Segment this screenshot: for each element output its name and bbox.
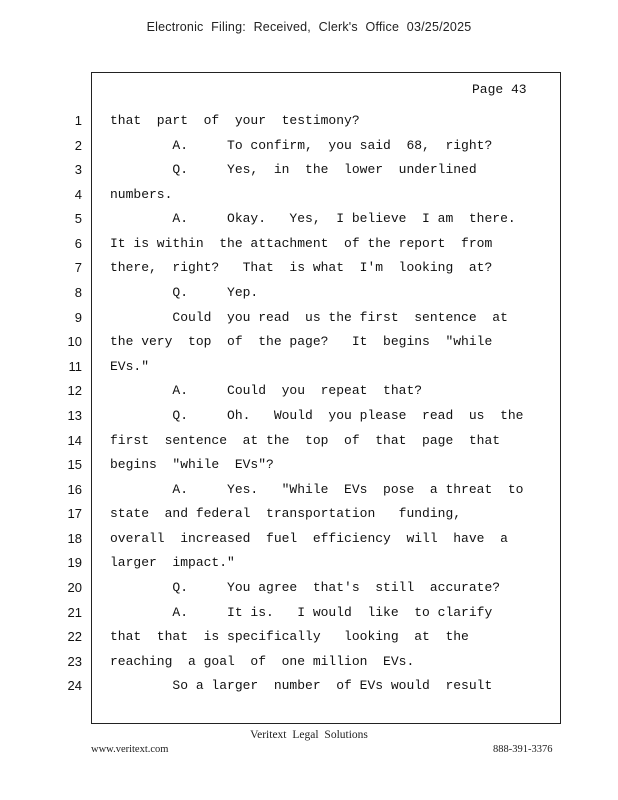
line-number: 14 — [67, 433, 82, 448]
transcript-line: A. Yes. "While EVs pose a threat to — [110, 482, 524, 497]
line-number: 24 — [67, 678, 82, 693]
line-number: 15 — [67, 457, 82, 472]
line-number: 18 — [67, 531, 82, 546]
transcript-line: state and federal transportation funding, — [110, 506, 462, 521]
transcript-line: that part of your testimony? — [110, 113, 360, 128]
transcript-line: the very top of the page? It begins "while — [110, 334, 493, 349]
line-number: 5 — [74, 211, 82, 226]
line-number: 10 — [67, 334, 82, 349]
line-number: 6 — [74, 236, 82, 251]
line-number: 13 — [67, 408, 82, 423]
transcript-line: So a larger number of EVs would result — [110, 678, 493, 693]
transcript-line: EVs." — [110, 359, 150, 374]
line-number: 16 — [67, 482, 82, 497]
line-number: 20 — [67, 580, 82, 595]
transcript-line: Could you read us the first sentence at — [110, 310, 508, 325]
transcript-line: A. Could you repeat that? — [110, 383, 423, 398]
transcript-line: numbers. — [110, 187, 173, 202]
transcript-line: Q. You agree that's still accurate? — [110, 580, 501, 595]
line-number: 3 — [74, 162, 82, 177]
line-number: 17 — [67, 506, 82, 521]
footer-phone: 888-391-3376 — [493, 744, 553, 755]
footer-company: Veritext Legal Solutions — [250, 729, 368, 741]
transcript-line: reaching a goal of one million EVs. — [110, 654, 415, 669]
line-number: 19 — [67, 555, 82, 570]
footer-website: www.veritext.com — [91, 744, 169, 755]
transcript-line: Q. Yep. — [110, 285, 259, 300]
transcript-line: A. To confirm, you said 68, right? — [110, 138, 493, 153]
transcript-line: Q. Oh. Would you please read us the — [110, 408, 524, 423]
transcript-line: A. It is. I would like to clarify — [110, 605, 493, 620]
line-number: 11 — [68, 359, 82, 374]
transcript-line: larger impact." — [110, 555, 235, 570]
line-number: 9 — [74, 310, 82, 325]
line-number: 21 — [67, 605, 82, 620]
line-number: 7 — [74, 260, 82, 275]
line-number: 23 — [67, 654, 82, 669]
line-number: 8 — [74, 285, 82, 300]
transcript-line: that that is specifically looking at the — [110, 629, 469, 644]
transcript-line: first sentence at the top of that page that — [110, 433, 501, 448]
transcript-line: A. Okay. Yes, I believe I am there. — [110, 211, 516, 226]
transcript-line: overall increased fuel efficiency will have a — [110, 531, 508, 546]
filing-stamp: Electronic Filing: Received, Clerk's Office 03/25/2025 — [146, 20, 472, 34]
line-number: 1 — [74, 113, 82, 128]
page-number: Page 43 — [472, 82, 527, 97]
transcript-line: there, right? That is what I'm looking at? — [110, 260, 493, 275]
transcript-line: Q. Yes, in the lower underlined — [110, 162, 477, 177]
line-number: 4 — [74, 187, 82, 202]
line-number: 22 — [67, 629, 82, 644]
line-number: 2 — [74, 138, 82, 153]
line-number: 12 — [67, 383, 82, 398]
transcript-line: begins "while EVs"? — [110, 457, 274, 472]
transcript-line: It is within the attachment of the report from — [110, 236, 493, 251]
